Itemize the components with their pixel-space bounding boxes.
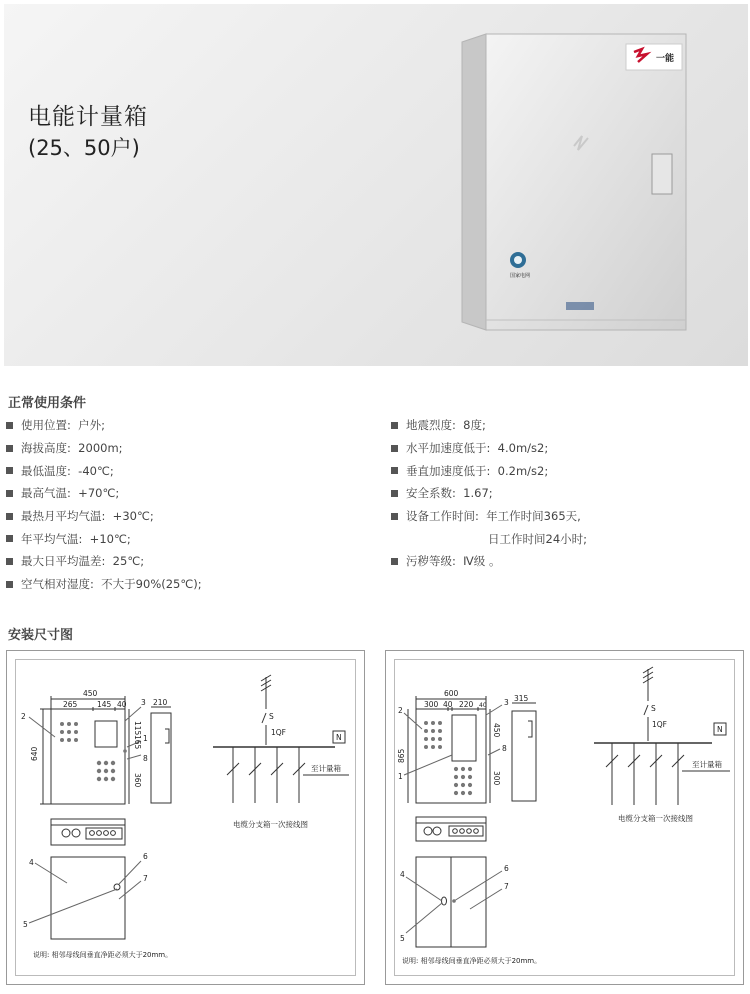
dim-width: 600: [444, 689, 459, 698]
label-1: 1: [398, 772, 403, 781]
bullet-icon: [6, 535, 13, 542]
bullet-icon: [391, 558, 398, 565]
dim-width: 450: [83, 689, 98, 698]
label-2: 2: [398, 706, 403, 715]
label-7: 7: [143, 874, 148, 883]
list-item: 污秽等级: Ⅳ级 。: [391, 550, 587, 573]
switch-qf: 1QF: [271, 728, 286, 737]
list-item: 海拔高度: 2000m;: [6, 437, 202, 460]
label-8: 8: [143, 754, 148, 763]
dim-d3: 40: [117, 700, 127, 709]
bullet-icon: [6, 581, 13, 588]
list-item: 安全系数: 1.67;: [391, 482, 587, 505]
neutral-label: N: [336, 733, 342, 742]
note: 说明: 相邻母线间垂直净距必须大于20mm。: [33, 951, 173, 959]
label-1: 1: [143, 734, 148, 743]
install-diagram-25: [6, 650, 365, 985]
bullet-icon: [391, 490, 398, 497]
list-item: 空气相对湿度: 不大于90%(25℃);: [6, 573, 202, 596]
dim-depth: 315: [514, 694, 529, 703]
neutral-label: N: [717, 725, 723, 734]
label-6: 6: [143, 852, 148, 861]
label-3: 3: [504, 698, 509, 707]
conditions-left-list: [6, 414, 202, 596]
dimension-drawing: [386, 651, 743, 984]
list-item: 地震烈度: 8度;: [391, 414, 587, 437]
product-subtitle: (25、50户): [28, 136, 140, 160]
grid-badge-text: 国家电网: [510, 273, 531, 279]
bullet-icon: [6, 558, 13, 565]
bullet-icon: [391, 467, 398, 474]
wiring-caption: 电缆分支箱一次接线图: [233, 820, 308, 829]
bullet-icon: [6, 513, 13, 520]
label-3: 3: [141, 698, 146, 707]
dim-h3: 360: [133, 773, 142, 788]
dim-d2: 145: [97, 700, 112, 709]
label-8: 8: [502, 744, 507, 753]
dim-d1: 300: [424, 700, 439, 709]
note: 说明: 相邻母线间垂直净距必须大于20mm。: [402, 957, 542, 965]
dim-h2: 300: [492, 771, 501, 786]
list-item: 最热月平均气温: +30℃;: [6, 505, 202, 528]
dim-h1: 450: [492, 723, 501, 738]
product-title: 电能计量箱: [28, 104, 148, 130]
switch-s: S: [269, 712, 274, 721]
bullet-icon: [391, 513, 398, 520]
label-5: 5: [23, 920, 28, 929]
bullet-icon: [391, 445, 398, 452]
dim-h2: 165: [133, 735, 142, 750]
install-heading: 安装尺寸图: [8, 628, 74, 643]
list-item: 最大日平均温差: 25℃;: [6, 550, 202, 573]
dim-d2: 40: [443, 700, 453, 709]
list-item: 年平均气温: +10℃;: [6, 527, 202, 550]
product-hero: [4, 4, 748, 366]
dim-height: 865: [397, 748, 406, 763]
switch-qf: 1QF: [652, 720, 667, 729]
label-5: 5: [400, 934, 405, 943]
dim-d3: 220: [459, 700, 474, 709]
conditions-heading: 正常使用条件: [8, 396, 87, 411]
install-diagram-50: [385, 650, 744, 985]
to-meter-label: 至计量箱: [311, 764, 341, 773]
brand-logo-text: 一能: [656, 54, 675, 64]
switch-s: S: [651, 704, 656, 713]
dim-height: 640: [30, 746, 39, 761]
label-6: 6: [504, 864, 509, 873]
dim-depth: 210: [153, 698, 168, 707]
list-item: 最低温度: -40℃;: [6, 459, 202, 482]
product-photo: [454, 30, 694, 350]
dim-d1: 265: [63, 700, 78, 709]
list-item: 使用位置: 户外;: [6, 414, 202, 437]
list-item: 垂直加速度低于: 0.2m/s2;: [391, 459, 587, 482]
bullet-icon: [6, 445, 13, 452]
conditions-right-list: [391, 414, 587, 573]
bullet-icon: [391, 422, 398, 429]
label-7: 7: [504, 882, 509, 891]
bullet-icon: [6, 467, 13, 474]
dim-d4: 40: [479, 702, 487, 709]
list-item: 设备工作时间: 年工作时间365天,: [391, 505, 587, 528]
label-4: 4: [400, 870, 405, 879]
bullet-icon: [6, 422, 13, 429]
list-item-continuation: 日工作时间24小时;: [488, 531, 588, 546]
dim-h1: 115: [133, 721, 142, 736]
label-4: 4: [29, 858, 34, 867]
list-item: 水平加速度低于: 4.0m/s2;: [391, 437, 587, 460]
to-meter-label: 至计量箱: [692, 760, 722, 769]
bullet-icon: [6, 490, 13, 497]
list-item: 最高气温: +70℃;: [6, 482, 202, 505]
label-2: 2: [21, 712, 26, 721]
wiring-caption: 电缆分支箱一次接线图: [618, 814, 693, 823]
dimension-drawing: [7, 651, 364, 984]
